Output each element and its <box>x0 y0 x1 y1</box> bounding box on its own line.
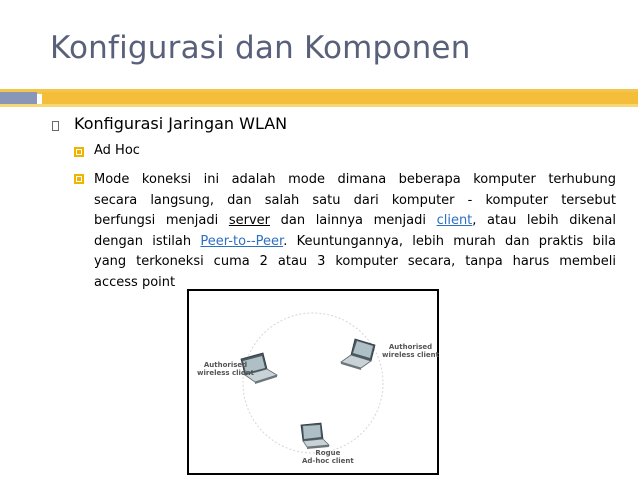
description-paragraph <box>94 170 616 294</box>
bullet-adhoc-text: Ad Hoc <box>94 143 140 158</box>
rogue-client-label <box>302 449 354 465</box>
paragraph-text: . Keuntungannya, lebih murah dan praktis bila <box>283 233 617 249</box>
figure-label-line: Rogue <box>315 449 341 457</box>
header-band-accent <box>0 92 37 104</box>
paragraph-line <box>94 232 616 253</box>
figure-label-line: wireless client <box>197 369 255 377</box>
client-link[interactable]: client <box>436 213 473 229</box>
laptop-icon <box>301 423 329 449</box>
figure-label-line: Ad-hoc client <box>302 457 354 465</box>
slide-title: Konfigurasi dan Komponen <box>50 30 471 66</box>
square-bullet-icon <box>74 174 84 184</box>
paragraph-text: berfungsi menjadi <box>94 213 229 229</box>
square-bullet-icon <box>74 147 84 157</box>
paragraph-text: dan lainnya menjadi <box>270 213 437 229</box>
bullet-level1-text: Konfigurasi Jaringan WLAN <box>74 114 288 133</box>
paragraph-line: Mode koneksi ini adalah mode dimana beberapa komputer terhubung <box>94 172 616 187</box>
paragraph-text: dengan istilah <box>94 233 201 249</box>
paragraph-line <box>94 211 616 232</box>
paragraph-line: access point <box>94 274 176 290</box>
figure-label-line: wireless client <box>382 351 440 359</box>
authorised-client-label-right <box>382 343 439 359</box>
header-band-bottom <box>0 104 638 107</box>
paragraph-line: yang terkoneksi cuma 2 atau 3 komputer secara, tanpa harus membeli <box>94 254 616 270</box>
server-term: server <box>228 213 271 229</box>
adhoc-diagram-graphic <box>189 291 440 473</box>
paragraph-text: , atau lebih dikenal <box>472 213 616 229</box>
adhoc-diagram <box>187 289 439 475</box>
authorised-client-label-left <box>197 361 254 377</box>
figure-label-line: Authorised <box>388 343 433 351</box>
laptop-icon <box>341 339 375 370</box>
paragraph-line: secara langsung, dan salah satu dari komputer - komputer tersebut <box>94 192 616 208</box>
figure-label-line: Authorised <box>203 361 248 369</box>
peer-to-peer-link[interactable]: Peer-to--Peer <box>200 233 284 249</box>
header-band <box>42 92 638 104</box>
square-bullet-icon <box>52 121 59 131</box>
